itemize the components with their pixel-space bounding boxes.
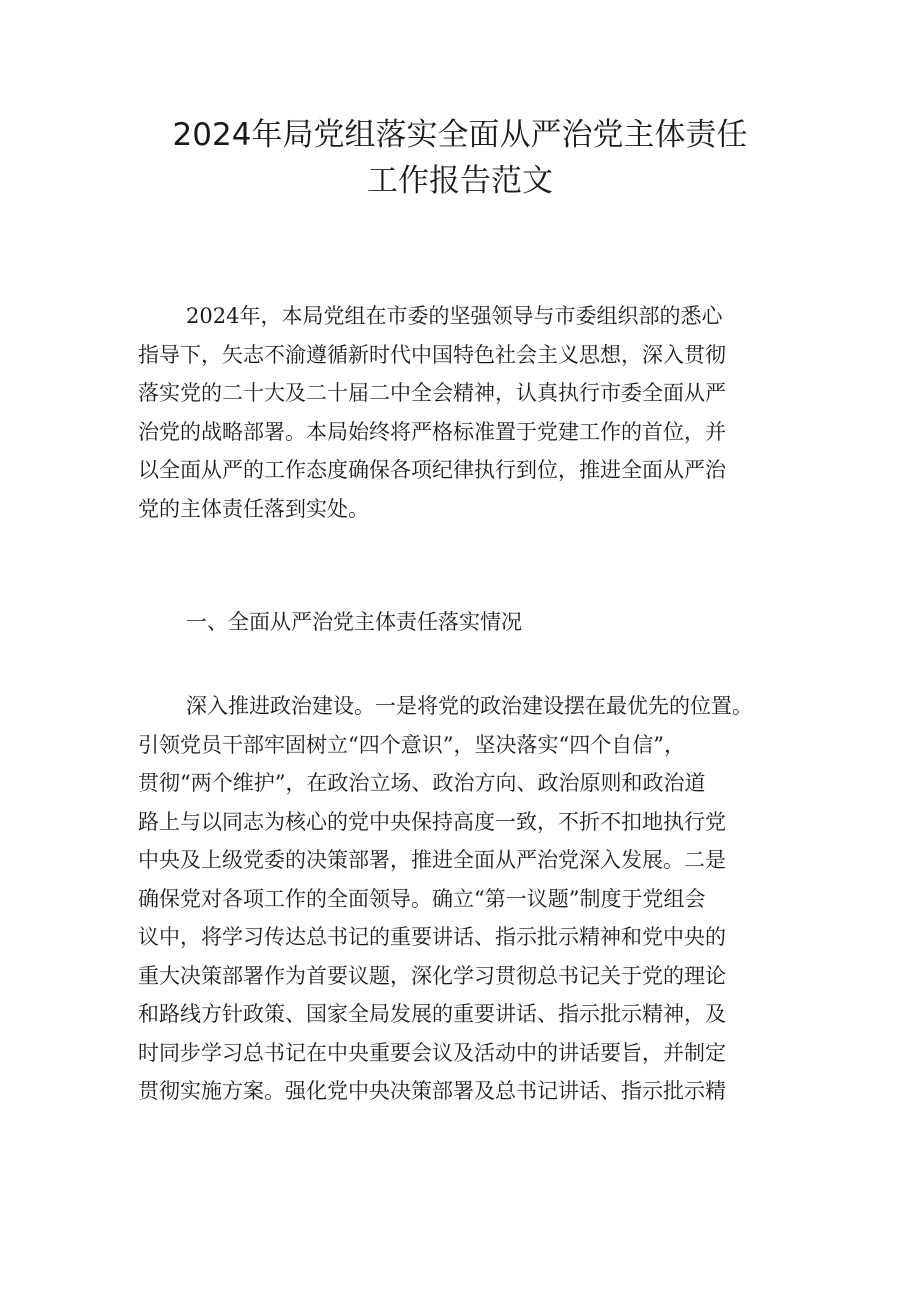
- paragraph-line: 指导下，矢志不渝遵循新时代中国特色社会主义思想，深入贯彻: [138, 342, 726, 367]
- paragraph-intro: [138, 297, 798, 528]
- paragraph-line: 2024年，本局党组在市委的坚强领导与市委组织部的悉心: [186, 304, 723, 328]
- section-heading: [138, 603, 798, 642]
- paragraph-line: 确保党对各项工作的全面领导。确立“第一议题”制度于党组会: [138, 886, 706, 911]
- paragraph-line: 和路线方针政策、国家全局发展的重要讲话、指示批示精神，及: [138, 1002, 726, 1026]
- paragraph-political-construction: [138, 687, 798, 1111]
- paragraph-line: 治党的战略部署。本局始终将严格标准置于党建工作的首位，并: [138, 419, 726, 444]
- paragraph-line: 引领党员干部牢固树立“四个意识”，坚决落实“四个自信”，: [138, 732, 685, 757]
- section-heading-text: 一、全面从严治党主体责任落实情况: [186, 610, 522, 634]
- paragraph-line: 深入推进政治建设。一是将党的政治建设摆在最优先的位置。: [186, 694, 753, 718]
- document-title: [100, 112, 820, 204]
- title-line: 工作报告范文: [367, 163, 553, 199]
- paragraph-line: 贯彻“两个维护”，在政治立场、政治方向、政治原则和政治道: [138, 771, 706, 795]
- paragraph-line: 党的主体责任落到实处。: [138, 496, 369, 521]
- paragraph-line: 重大决策部署作为首要议题，深化学习贯彻总书记关于党的理论: [138, 963, 726, 988]
- paragraph-line: 贯彻实施方案。强化党中央决策部署及总书记讲话、指示批示精: [138, 1079, 726, 1103]
- paragraph-line: 中央及上级党委的决策部署，推进全面从严治党深入发展。二是: [138, 848, 726, 872]
- title-line: 2024年局党组落实全面从严治党主体责任: [172, 117, 748, 153]
- paragraph-line: 落实党的二十大及二十届二中全会精神，认真执行市委全面从严: [138, 381, 726, 405]
- paragraph-line: 议中，将学习传达总书记的重要讲话、指示批示精神和党中央的: [138, 925, 726, 949]
- paragraph-line: 路上与以同志为核心的党中央保持高度一致，不折不扣地执行党: [138, 809, 726, 834]
- paragraph-line: 以全面从严的工作态度确保各项纪律执行到位，推进全面从严治: [138, 458, 726, 482]
- paragraph-line: 时同步学习总书记在中央重要会议及活动中的讲话要旨，并制定: [138, 1040, 726, 1065]
